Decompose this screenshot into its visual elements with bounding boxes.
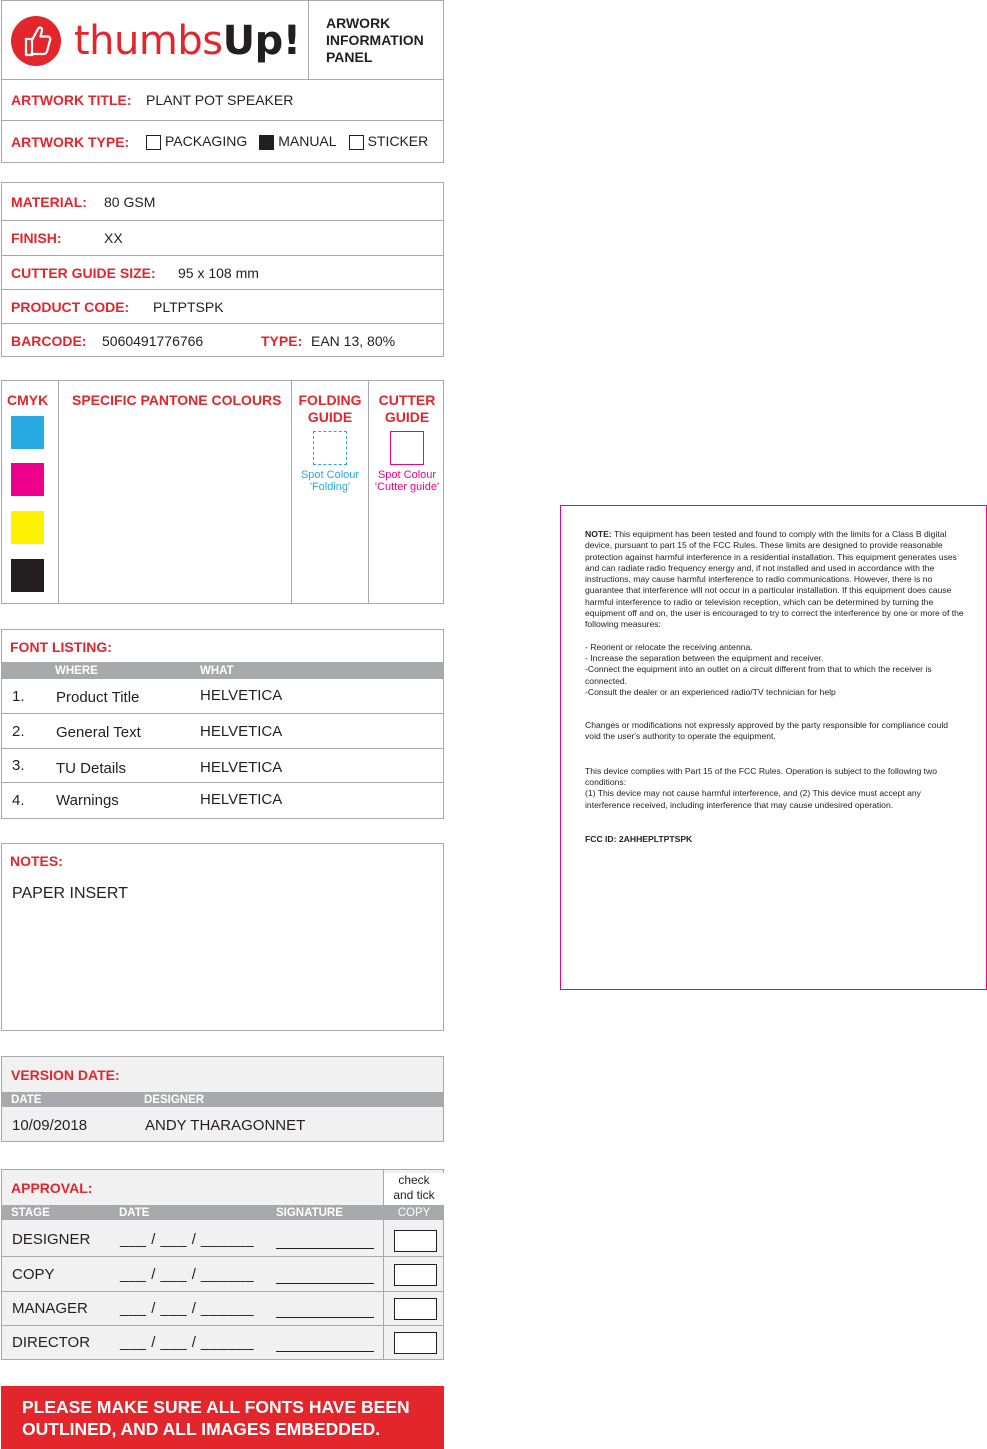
notes-panel (1, 843, 444, 1031)
manual-checkbox[interactable] (259, 135, 274, 150)
font-listing-header: WHERE WHAT (2, 662, 443, 679)
colour-divider-1 (58, 381, 59, 603)
brand-name-part1: thumbs (74, 18, 223, 64)
artwork-title-row (2, 79, 443, 120)
font-row-2: 2. General Text HELVETICA (2, 713, 443, 748)
logo (10, 15, 300, 67)
barcode-row: BARCODE: 5060491776766 TYPE: EAN 13, 80% (2, 323, 443, 357)
cutter-guide: CUTTER GUIDE Spot Colour 'Cutter guide' (374, 392, 440, 493)
swatch-yellow (11, 511, 44, 544)
fcc-artwork-panel (560, 505, 987, 990)
copy-checkbox[interactable] (394, 1298, 437, 1320)
copy-checkbox[interactable] (394, 1264, 437, 1286)
barcode-value: 5060491776766 (102, 332, 204, 349)
artwork-type-row (2, 120, 443, 162)
approval-row-designer: DESIGNER ___ / ___ / ______ (2, 1221, 443, 1256)
product-code-value: PLTPTSPK (153, 298, 224, 315)
packaging-checkbox[interactable] (146, 135, 161, 150)
fcc-measure-1: - Reorient or relocate the receiving antenna. (585, 641, 753, 652)
version-panel (1, 1056, 444, 1142)
fcc-measure-4: -Consult the dealer or an experienced radio/TV technician for help (585, 686, 836, 697)
signature-line[interactable] (276, 1248, 374, 1249)
colours-panel (1, 380, 444, 604)
barcode-type-value: EAN 13, 80% (311, 332, 396, 349)
product-code-row: PRODUCT CODE: PLTPTSPK (2, 289, 443, 323)
option-packaging[interactable]: PACKAGING (146, 133, 247, 150)
copy-checkbox[interactable] (394, 1332, 437, 1354)
finish-value: XX (104, 230, 123, 246)
brand-name-part2: Up! (222, 18, 301, 64)
version-label: VERSION DATE: (11, 1067, 120, 1083)
artwork-title-label: ARTWORK TITLE: (11, 92, 132, 108)
option-manual[interactable]: MANUAL (259, 133, 336, 150)
font-listing-panel (1, 629, 444, 819)
cutter-guide-size-value: 95 x 108 mm (178, 264, 259, 281)
approval-row-director: DIRECTOR ___ / ___ / ______ (2, 1325, 443, 1359)
signature-line[interactable] (276, 1317, 374, 1318)
folding-guide-swatch (313, 431, 347, 465)
copy-checkbox[interactable] (394, 1230, 437, 1252)
font-row-1: 1. Product Title HELVETICA (12, 687, 283, 706)
fcc-paragraph-1: This equipment has been tested and found to comply with the limits for a Class B digital device, pursuant to part 15 of the FCC Rules. These limits are designed to provide reasonable protection against harmful interference in a residential installation. This equipment generates uses and can radiate radio frequency energy and, if not installed and used in accordance with the instructions, may cause harmful interference to radio communications. However, there is no guarantee that interference will not occur in a particular installation. If this equipment does cause harmful interference to radio or television reception, which can be determined by turning the equipment off and on, the user is encouraged to try to correct the interference by one or more of the following measures: (585, 529, 964, 630)
approval-panel (1, 1169, 444, 1360)
approval-row-copy: COPY ___ / ___ / ______ (2, 1256, 443, 1291)
fcc-note-label: NOTE: (585, 529, 612, 539)
material-value: 80 GSM (104, 193, 156, 210)
version-date-value: 10/09/2018 (12, 1117, 88, 1134)
warning-banner: PLEASE MAKE SURE ALL FONTS HAVE BEEN OUTLINED, AND ALL IMAGES EMBEDDED. (1, 1386, 444, 1449)
swatch-magenta (11, 463, 44, 496)
check-tick-label: check and tick (384, 1173, 444, 1205)
fcc-paragraph-2: Changes or modifications not expressly approved by the party responsible for compliance could void the user's authority to operate the equipment. (585, 720, 949, 742)
header-divider (308, 1, 309, 79)
approval-label: APPROVAL: (11, 1180, 93, 1196)
signature-line[interactable] (276, 1283, 374, 1284)
cutter-guide-size-row: CUTTER GUIDE SIZE: 95 x 108 mm (2, 255, 443, 289)
panel-title: ARWORK INFORMATION PANEL (326, 15, 424, 65)
swatch-cyan (11, 416, 44, 449)
cmyk-label: CMYK (7, 392, 49, 408)
option-sticker[interactable]: STICKER (349, 133, 429, 150)
finish-row: FINISH: XX (2, 220, 443, 255)
approval-row-manager: MANAGER ___ / ___ / ______ (2, 1291, 443, 1325)
folding-guide: FOLDING GUIDE Spot Colour 'Folding' (298, 392, 362, 493)
header-panel (1, 0, 444, 163)
fcc-measure-2: - Increase the separation between the equipment and receiver. (585, 652, 824, 663)
pantone-label: SPECIFIC PANTONE COLOURS (72, 392, 282, 408)
fcc-measure-3: -Connect the equipment into an outlet on a circuit different from that to which the receiver is connected. (585, 664, 932, 686)
cutter-guide-swatch (390, 431, 424, 465)
artwork-title-value: PLANT POT SPEAKER (146, 92, 294, 108)
fcc-notice (585, 529, 964, 845)
material-row: MATERIAL: 80 GSM (11, 193, 156, 210)
notes-value: PAPER INSERT (12, 885, 128, 902)
version-designer-value: ANDY THARAGONNET (145, 1117, 306, 1134)
swatch-black (11, 559, 44, 592)
signature-line[interactable] (276, 1351, 374, 1352)
thumbs-up-icon (10, 15, 62, 67)
font-listing-label: FONT LISTING: (10, 639, 112, 655)
specs-panel (1, 182, 444, 357)
artwork-type-label: ARTWORK TYPE: (11, 133, 130, 150)
notes-label: NOTES: (10, 853, 63, 869)
fcc-id: FCC ID: 2AHHEPLTPTSPK (585, 833, 693, 844)
approval-header: STAGE DATE SIGNATURE COPY (2, 1205, 443, 1220)
fcc-paragraph-3-line-2: (1) This device may not cause harmful interference, and (2) This device must accept any interference received, including interference that may cause undesired operation. (585, 788, 921, 810)
fcc-paragraph-3-line-1: This device complies with Part 15 of the FCC Rules. Operation is subject to the following two conditions: (585, 765, 938, 788)
version-header: DATE DESIGNER (2, 1092, 443, 1107)
font-row-4: 4. Warnings HELVETICA (2, 782, 443, 818)
font-row-3: 3. TU Details HELVETICA (2, 748, 443, 782)
sticker-checkbox[interactable] (349, 135, 364, 150)
